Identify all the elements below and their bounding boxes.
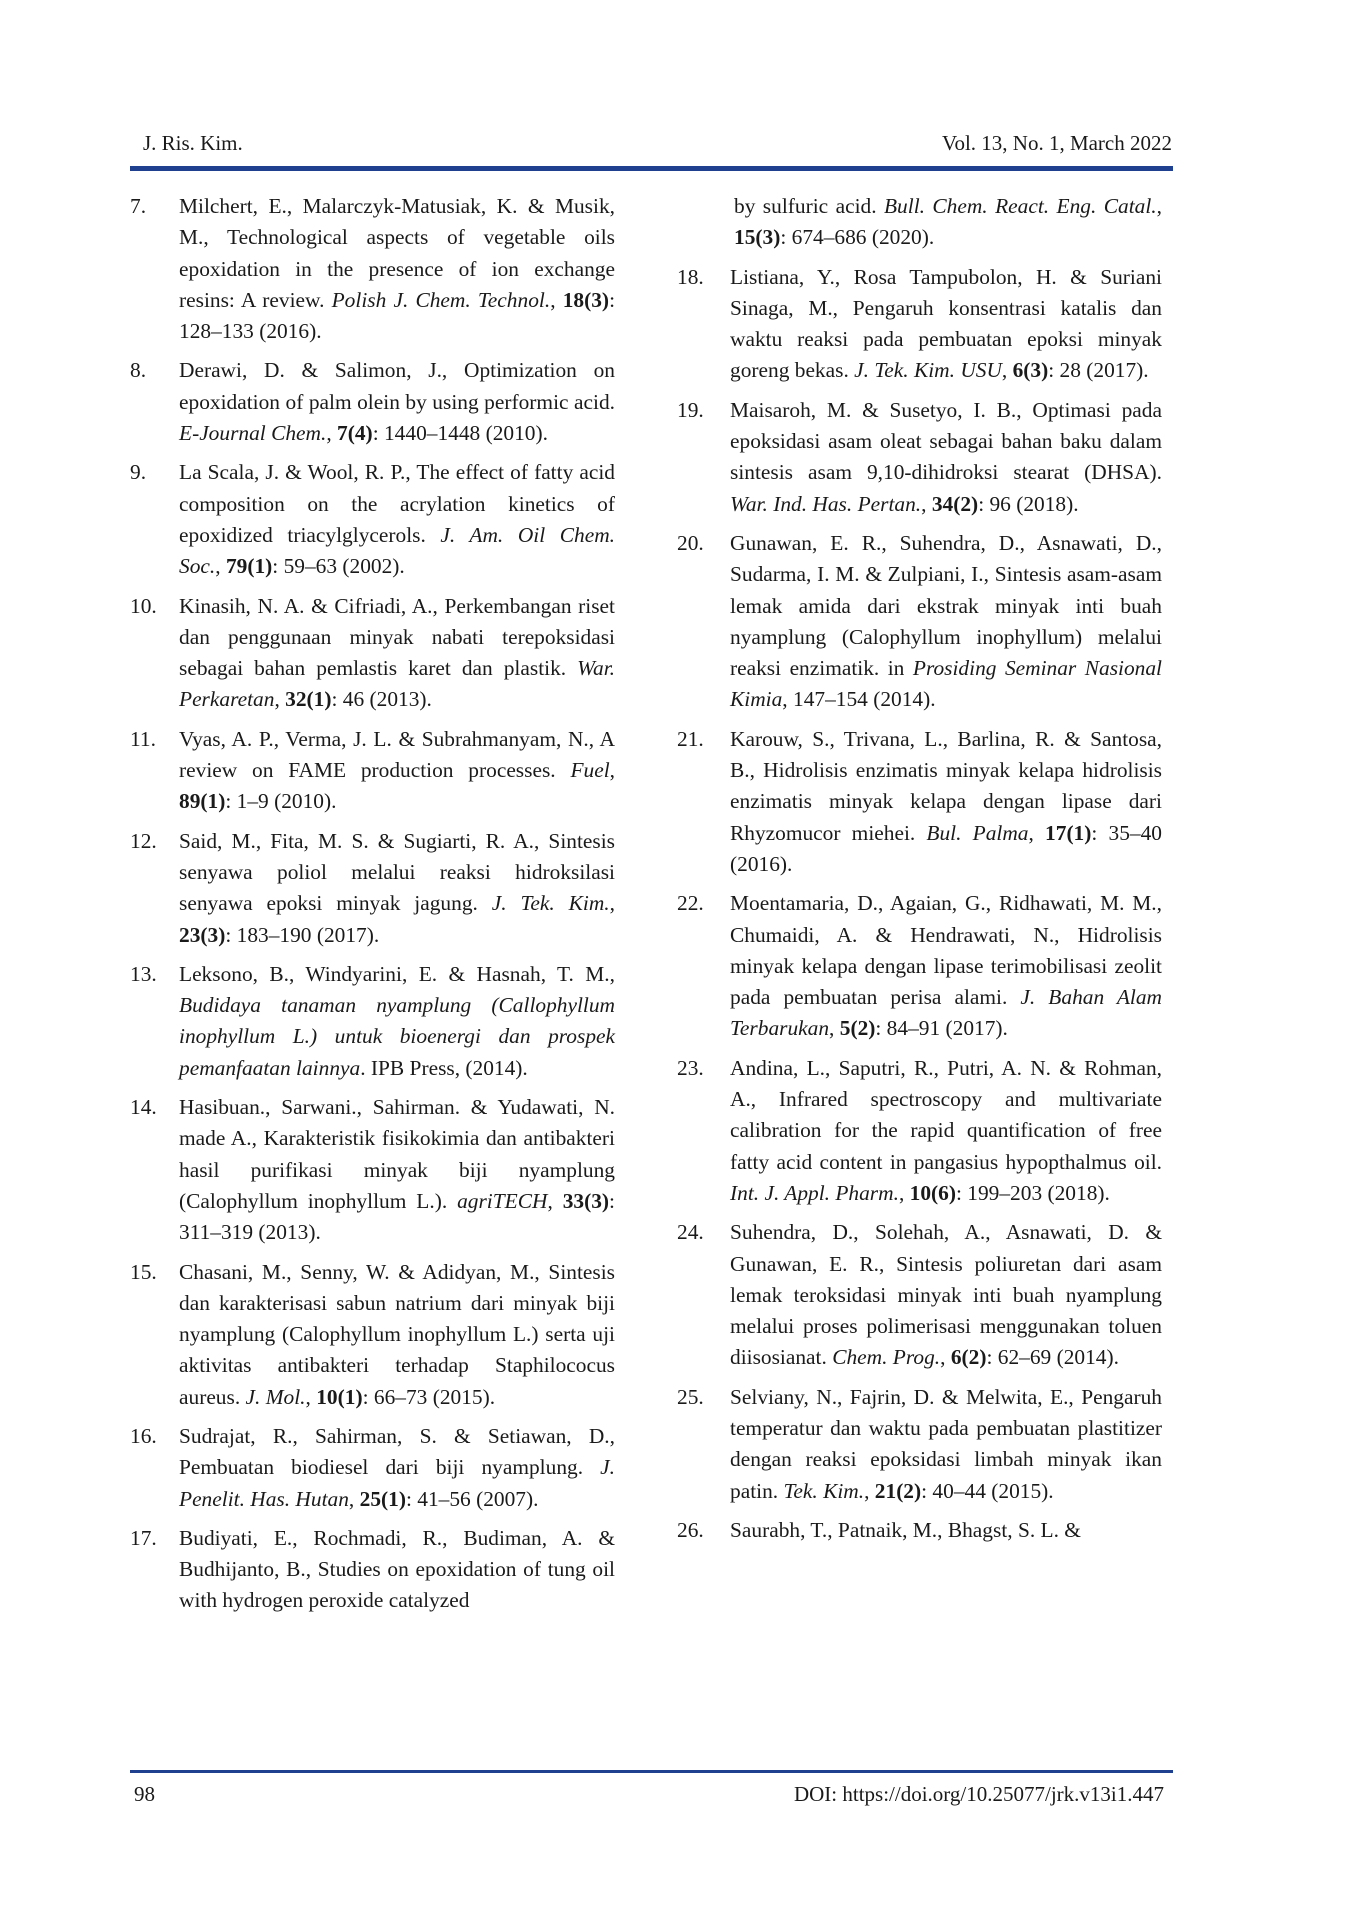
reference-number: 18. bbox=[677, 264, 704, 289]
reference-text: Maisaroh, M. & Susetyo, I. B., Optimasi pada epoksidasi asam oleat sebagai bahan baku dalam sintesis asam 9,10-dihidroksi stearat (DHSA). War. Ind. Has. Pertan., 34(2): 96 (2018). bbox=[730, 397, 1162, 516]
reference-text: Budiyati, E., Rochmadi, R., Budiman, A. & Budhijanto, B., Studies on epoxidation of tung oil with hydrogen peroxide catalyzed bbox=[179, 1525, 615, 1613]
header-rule bbox=[130, 166, 1173, 171]
reference-24 bbox=[677, 1217, 1162, 1373]
reference-12 bbox=[130, 826, 615, 951]
reference-text: Hasibuan., Sarwani., Sahirman. & Yudawati, N. made A., Karakteristik fisikokimia dan antibakteri hasil purifikasi minyak biji nyamplung (Calophyllum inophyllum L.). agriTECH, 33(3): 311–319 (2013). bbox=[179, 1095, 615, 1245]
reference-25 bbox=[677, 1382, 1162, 1507]
reference-text: Milchert, E., Malarczyk-Matusiak, K. & Musik, M., Technological aspects of vegetable oils epoxidation in the presence of ion exchange resins: A review. Polish J. Chem. Technol., 18(3): 128–133 (2016). bbox=[179, 194, 616, 344]
reference-17 bbox=[130, 1523, 615, 1617]
reference-26 bbox=[677, 1515, 1162, 1546]
reference-18 bbox=[677, 262, 1162, 387]
reference-number: 12. bbox=[130, 828, 157, 853]
reference-8 bbox=[130, 355, 615, 449]
reference-text: Karouw, S., Trivana, L., Barlina, R. & Santosa, B., Hidrolisis enzimatis minyak kelapa hidrolisis enzimatis minyak kelapa dengan lipase dari Rhyzomucor miehei. Bul. Palma, 17(1): 35–40 (2016). bbox=[730, 726, 1162, 876]
reference-10 bbox=[130, 591, 615, 716]
reference-text: Gunawan, E. R., Suhendra, D., Asnawati, D., Sudarma, I. M. & Zulpiani, I., Sintesis asam-asam lemak amida dari ekstrak minyak inti buah nyamplung (Calophyllum inophyllum) melalui reaksi enzimatik. in Prosiding Seminar Nasional Kimia, 147–154 (2014). bbox=[730, 530, 1162, 712]
reference-number: 14. bbox=[130, 1095, 157, 1120]
page-number: 98 bbox=[134, 1782, 155, 1806]
reference-23 bbox=[677, 1053, 1162, 1209]
reference-14 bbox=[130, 1092, 615, 1248]
reference-text: Selviany, N., Fajrin, D. & Melwita, E., Pengaruh temperatur dan waktu pada pembuatan plastitizer dengan reaksi epoksidasi limbah minyak ikan patin. Tek. Kim., 21(2): 40–44 (2015). bbox=[730, 1384, 1162, 1503]
reference-text: Listiana, Y., Rosa Tampubolon, H. & Suriani Sinaga, M., Pengaruh konsentrasi katalis dan waktu reaksi pada pembuatan epoksi minyak goreng bekas. J. Tek. Kim. USU, 6(3): 28 (2017). bbox=[730, 264, 1162, 383]
reference-20 bbox=[677, 528, 1162, 716]
reference-13 bbox=[130, 959, 615, 1084]
reference-number: 25. bbox=[677, 1384, 704, 1409]
reference-text: Andina, L., Saputri, R., Putri, A. N. & Rohman, A., Infrared spectroscopy and multivariate calibration for the rapid quantification of free fatty acid content in pangasius hypopthalmus oil. Int. J. Appl. Pharm., 10(6): 199–203 (2018). bbox=[730, 1055, 1162, 1205]
reference-number: 13. bbox=[130, 961, 157, 986]
reference-22 bbox=[677, 888, 1162, 1044]
reference-number: 26. bbox=[677, 1517, 704, 1542]
reference-9 bbox=[130, 457, 615, 582]
reference-number: 17. bbox=[130, 1525, 157, 1550]
reference-number: 22. bbox=[677, 891, 704, 916]
reference-text: Said, M., Fita, M. S. & Sugiarti, R. A., Sintesis senyawa poliol melalui reaksi hidroksilasi senyawa epoksi minyak jagung. J. Tek. Kim., 23(3): 183–190 (2017). bbox=[179, 828, 615, 947]
footer-rule bbox=[130, 1770, 1173, 1773]
reference-number: 21. bbox=[677, 726, 704, 751]
reference-text: Leksono, B., Windyarini, E. & Hasnah, T. M., Budidaya tanaman nyamplung (Callophyllum inophyllum L.) untuk bioenergi dan prospek pemanfaatan lainnya. IPB Press, (2014). bbox=[179, 961, 615, 1080]
reference-text: Moentamaria, D., Agaian, G., Ridhawati, M. M., Chumaidi, A. & Hendrawati, N., Hidrolisis minyak kelapa dengan lipase terimobilisasi zeolit pada pembuatan perisa alami. J. Bahan Alam Terbarukan, 5(2): 84–91 (2017). bbox=[730, 891, 1162, 1041]
reference-text: La Scala, J. & Wool, R. P., The effect of fatty acid composition on the acrylation kinetics of epoxidized triacylglycerols. J. Am. Oil Chem. Soc., 79(1): 59–63 (2002). bbox=[179, 460, 616, 579]
reference-text: Vyas, A. P., Verma, J. L. & Subrahmanyam, N., A review on FAME production processes. Fuel, 89(1): 1–9 (2010). bbox=[179, 726, 615, 814]
reference-number: 24. bbox=[677, 1220, 704, 1245]
reference-text: Chasani, M., Senny, W. & Adidyan, M., Sintesis dan karakterisasi sabun natrium dari minyak biji nyamplung (Calophyllum inophyllum L.) serta uji aktivitas antibakteri terhadap Staphilococus aureus. J. Mol., 10(1): 66–73 (2015). bbox=[179, 1259, 615, 1409]
reference-7 bbox=[130, 191, 615, 347]
reference-21 bbox=[677, 724, 1162, 880]
reference-text: Kinasih, N. A. & Cifriadi, A., Perkembangan riset dan penggunaan minyak nabati terepoksidasi sebagai bahan pemlastis karet dan plastik. War. Perkaretan, 32(1): 46 (2013). bbox=[179, 593, 615, 712]
reference-text: Saurabh, T., Patnaik, M., Bhagst, S. L. & bbox=[730, 1517, 1081, 1542]
reference-number: 20. bbox=[677, 530, 704, 555]
reference-number: 15. bbox=[130, 1259, 157, 1284]
reference-number: 8. bbox=[130, 358, 147, 383]
reference-16 bbox=[130, 1421, 615, 1515]
reference-number: 11. bbox=[130, 726, 156, 751]
volume-header: Vol. 13, No. 1, March 2022 bbox=[941, 131, 1172, 155]
reference-11 bbox=[130, 724, 615, 818]
reference-number: 16. bbox=[130, 1423, 157, 1448]
reference-number: 9. bbox=[130, 460, 147, 485]
reference-number: 10. bbox=[130, 593, 157, 618]
reference-text: Derawi, D. & Salimon, J., Optimization on epoxidation of palm olein by using performic acid. E-Journal Chem., 7(4): 1440–1448 (2010). bbox=[179, 358, 615, 446]
reference-number: 19. bbox=[677, 397, 704, 422]
reference-text: Sudrajat, R., Sahirman, S. & Setiawan, D., Pembuatan biodiesel dari biji nyamplung. J. Penelit. Has. Hutan, 25(1): 41–56 (2007). bbox=[179, 1423, 615, 1511]
journal-header: J. Ris. Kim. bbox=[143, 131, 243, 155]
reference-17-continuation: by sulfuric acid. Bull. Chem. React. Eng. Catal., 15(3): 674–686 (2020). bbox=[734, 194, 1163, 250]
references-left-column bbox=[130, 191, 615, 1625]
reference-19 bbox=[677, 395, 1162, 520]
reference-15 bbox=[130, 1257, 615, 1413]
reference-text: Suhendra, D., Solehah, A., Asnawati, D. & Gunawan, E. R., Sintesis poliuretan dari asam lemak teroksidasi minyak inti buah nyamplung melalui proses polimerisasi menggunakan toluen diisosianat. Chem. Prog., 6(2): 62–69 (2014). bbox=[730, 1220, 1162, 1370]
reference-number: 7. bbox=[130, 194, 147, 218]
reference-number: 23. bbox=[677, 1055, 704, 1080]
references-right-column bbox=[677, 191, 1162, 1554]
doi-link[interactable]: DOI: https://doi.org/10.25077/jrk.v13i1.447 bbox=[793, 1782, 1164, 1806]
